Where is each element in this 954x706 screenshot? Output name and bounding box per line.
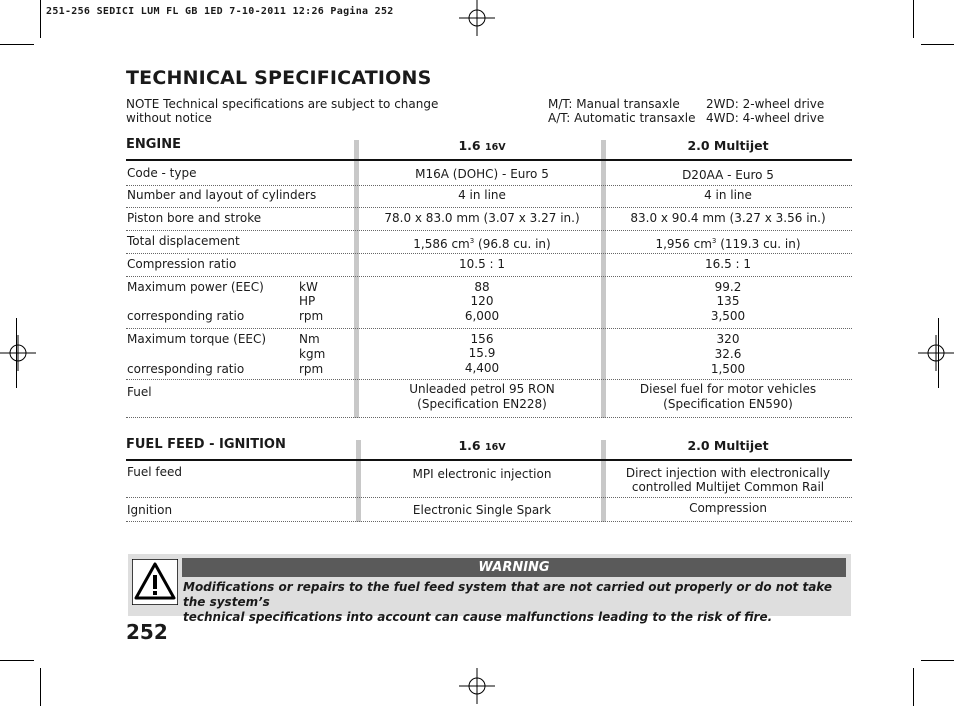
- unit-label: kW: [299, 280, 318, 294]
- registration-mark-icon: [459, 668, 495, 704]
- row-label: corresponding ratio: [127, 309, 245, 323]
- col1-small: 16V: [484, 142, 506, 153]
- row-label: Code - type: [127, 166, 197, 180]
- row-divider: [126, 185, 852, 186]
- col1-small: 16V: [484, 442, 506, 453]
- unit-label: kgm: [299, 347, 326, 361]
- page-title: TECHNICAL SPECIFICATIONS: [126, 67, 432, 89]
- row-value-2: D20AA - Euro 5: [682, 168, 774, 182]
- row-value-1: 15.9: [468, 346, 496, 360]
- displacement-value: 1,956 cm: [655, 237, 712, 251]
- row-value-2: 4 in line: [704, 188, 752, 202]
- feed-col1-header: [360, 438, 604, 453]
- displacement-value: 1,586 cm: [413, 237, 470, 251]
- unit-label: rpm: [299, 362, 324, 376]
- row-value-1: 88: [474, 280, 490, 294]
- row-value-1: M16A (DOHC) - Euro 5: [415, 167, 549, 181]
- abbr-2wd: 2WD: 2-wheel drive: [706, 97, 825, 111]
- unit-label: HP: [299, 294, 316, 308]
- row-label: Piston bore and stroke: [127, 211, 262, 225]
- row-label: Ignition: [127, 503, 173, 517]
- row-label: Total displacement: [127, 234, 240, 248]
- row-value-1: Electronic Single Spark: [412, 503, 552, 517]
- row-divider: [126, 521, 852, 522]
- row-value-2: Diesel fuel for motor vehicles: [639, 382, 817, 396]
- registration-mark-icon: [918, 335, 954, 371]
- row-label: Compression ratio: [127, 257, 237, 271]
- row-divider: [126, 230, 852, 231]
- row-value-1: 10.5 : 1: [458, 257, 506, 271]
- col1-main: 1.6: [458, 438, 481, 453]
- column-divider: [354, 140, 359, 418]
- abbr-4wd: 4WD: 4-wheel drive: [706, 111, 825, 125]
- row-value-1: 156: [470, 332, 494, 346]
- print-header: 251-256 SEDICI LUM FL GB 1ED 7-10-2011 12:26 Pagina 252: [46, 6, 394, 17]
- row-divider: [126, 417, 852, 418]
- row-divider: [126, 207, 852, 208]
- page-number: 252: [126, 620, 168, 644]
- row-label: Maximum power (EEC): [127, 280, 264, 294]
- row-value-2: (Specification EN590): [663, 397, 793, 411]
- row-divider: [126, 276, 852, 277]
- row-value-1: Unleaded petrol 95 RON: [409, 382, 555, 396]
- row-value-1: 4,400: [464, 361, 500, 375]
- row-value-1: [362, 234, 602, 252]
- warning-line-1: Modifications or repairs to the fuel feed system that are not carried out properly or do not take the system’s: [183, 580, 832, 609]
- registration-mark-icon: [0, 335, 36, 371]
- row-value-1: 78.0 x 83.0 mm (3.07 x 3.27 in.): [384, 211, 580, 225]
- abbr-at: A/T: Automatic transaxle: [548, 111, 696, 125]
- row-value-2: 1,500: [710, 362, 746, 376]
- col1-main: 1.6: [458, 138, 481, 153]
- row-value-1: 6,000: [464, 309, 500, 323]
- row-label: Fuel: [127, 385, 152, 399]
- note-line-2: without notice: [126, 111, 212, 125]
- row-value-2: 32.6: [714, 347, 742, 361]
- crop-mark: [40, 0, 41, 38]
- row-label: corresponding ratio: [127, 362, 245, 376]
- row-label: Maximum torque (EEC): [127, 332, 267, 346]
- displacement-inches: (119.3 cu. in): [720, 237, 801, 251]
- row-value-2: 83.0 x 90.4 mm (3.27 x 3.56 in.): [630, 211, 826, 225]
- feed-col2-header: 2.0 Multijet: [687, 438, 769, 453]
- note-line-1: NOTE Technical specifications are subject to change: [126, 97, 439, 111]
- crop-mark: [921, 660, 954, 661]
- row-value-2: Compression: [689, 501, 767, 515]
- row-divider: [126, 497, 852, 498]
- cubic-superscript: 3: [469, 237, 475, 245]
- row-value-2: 320: [716, 332, 740, 346]
- row-value-2: controlled Multijet Common Rail: [631, 480, 825, 494]
- cubic-superscript: 3: [711, 237, 717, 245]
- crop-mark: [16, 318, 17, 388]
- row-value-1: 120: [470, 294, 494, 308]
- row-value-1: 4 in line: [458, 188, 506, 202]
- engine-col1-header: [360, 138, 604, 153]
- feed-table-header: FUEL FEED - IGNITION: [126, 437, 286, 452]
- abbr-mt: M/T: Manual transaxle: [548, 97, 680, 111]
- warning-triangle-icon: [132, 559, 178, 605]
- crop-mark: [0, 660, 34, 661]
- crop-mark: [913, 0, 914, 38]
- row-divider: [126, 379, 852, 380]
- row-value-1: MPI electronic injection: [412, 467, 552, 481]
- row-divider: [126, 328, 852, 329]
- row-value-2: Direct injection with electronically: [625, 466, 831, 480]
- row-label: Number and layout of cylinders: [127, 188, 317, 202]
- row-value-2: 99.2: [714, 280, 742, 294]
- crop-mark: [938, 318, 939, 388]
- row-value-2: 3,500: [710, 309, 746, 323]
- unit-label: Nm: [299, 332, 320, 346]
- row-value-2: 135: [716, 294, 740, 308]
- crop-mark: [0, 44, 34, 45]
- crop-mark: [40, 668, 41, 706]
- row-value-2: 16.5 : 1: [704, 257, 752, 271]
- engine-table-header: ENGINE: [126, 137, 182, 152]
- crop-mark: [913, 668, 914, 706]
- warning-text: [183, 580, 849, 625]
- engine-col2-header: 2.0 Multijet: [687, 138, 769, 153]
- crop-mark: [921, 44, 954, 45]
- row-value-2: [606, 234, 850, 252]
- warning-line-2: technical specifications into account can cause malfunctions leading to the risk of fire.: [183, 610, 773, 624]
- row-value-1: (Specification EN228): [417, 397, 547, 411]
- table-rule: [126, 159, 852, 161]
- row-label: Fuel feed: [127, 465, 182, 479]
- registration-mark-icon: [459, 0, 495, 36]
- table-rule: [126, 459, 852, 461]
- row-divider: [126, 253, 852, 254]
- unit-label: rpm: [299, 309, 324, 323]
- warning-title: WARNING: [182, 558, 846, 577]
- displacement-inches: (96.8 cu. in): [478, 237, 551, 251]
